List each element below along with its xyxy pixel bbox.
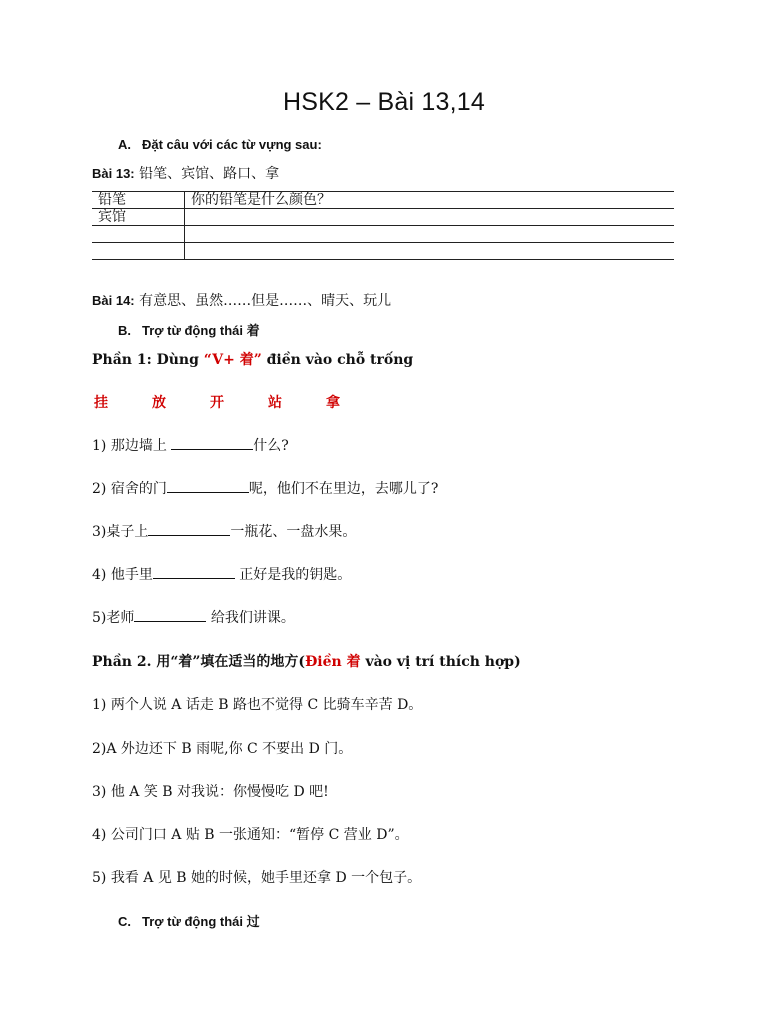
part2-item: 1) 两个人说 A 话走 B 路也不觉得 C 比骑车辛苦 D。 — [92, 697, 423, 713]
vocab-table — [92, 191, 674, 260]
item-text: 什么? — [253, 438, 289, 454]
item-text: 一瓶花、一盘水果。 — [230, 524, 357, 540]
table-row — [92, 209, 674, 226]
part2-item: 2)A 外边还下 B 雨呢,你 C 不要出 D 门。 — [92, 741, 353, 757]
bai14-line — [92, 290, 391, 310]
part1-item — [92, 478, 438, 498]
item-text: 5)老师 — [92, 610, 135, 626]
section-c-heading — [118, 911, 260, 930]
item-text: 4) 他手里 — [92, 567, 153, 583]
part2-heading — [92, 651, 521, 671]
part2-prefix: Phần 2. 用“着”填在适当的地方( — [92, 654, 306, 670]
part1-item — [92, 564, 351, 584]
table-cell-sentence[interactable] — [185, 226, 675, 243]
bai14-words: 有意思、虽然……但是……、晴天、玩儿 — [134, 293, 392, 309]
section-c-label: Trợ từ động thái 过 — [142, 914, 260, 929]
answer-blank[interactable] — [153, 565, 235, 579]
section-c-letter: C. — [118, 914, 131, 929]
item-text: 给我们讲课。 — [206, 610, 295, 626]
part1-item — [92, 607, 295, 627]
section-a-label: Đặt câu với các từ vựng sau: — [142, 137, 322, 152]
item-text: 2) 宿舍的门 — [92, 481, 167, 497]
part2-item: 4) 公司门口 A 贴 B 一张通知：“暂停 C 营业 D”。 — [92, 827, 409, 843]
verb-item: 拿 — [326, 395, 340, 411]
table-cell-word[interactable]: 铅笔 — [92, 192, 185, 209]
table-cell-sentence[interactable] — [185, 209, 675, 226]
table-row — [92, 243, 674, 260]
part2-highlight: Điền 着 — [305, 654, 361, 670]
verb-item: 开 — [210, 395, 224, 411]
answer-blank[interactable] — [134, 608, 206, 622]
table-row — [92, 226, 674, 243]
verb-item: 挂 — [94, 395, 108, 411]
part1-prefix: Phần 1: Dùng — [92, 352, 204, 368]
part2-suffix: vào vị trí thích hợp) — [360, 654, 521, 670]
bai14-label: Bài 14: — [92, 293, 135, 308]
answer-blank[interactable] — [171, 436, 253, 450]
section-b-letter: B. — [118, 323, 131, 338]
part1-item — [92, 435, 289, 455]
section-b-heading — [118, 320, 260, 339]
part1-suffix: điền vào chỗ trống — [261, 352, 414, 368]
answer-blank[interactable] — [148, 522, 230, 536]
item-text: 1) 那边墙上 — [92, 438, 172, 454]
bai13-words: 铅笔、宾馆、路口、拿 — [134, 166, 280, 182]
answer-blank[interactable] — [167, 479, 249, 493]
table-cell-word[interactable] — [92, 226, 185, 243]
item-text: 呢，他们不在里边，去哪儿了? — [248, 481, 439, 497]
section-a-heading — [118, 137, 322, 152]
table-cell-sentence[interactable]: 你的铅笔是什么颜色？ — [185, 192, 675, 209]
bai13-line — [92, 163, 279, 183]
item-text: 3)桌子上 — [92, 524, 149, 540]
table-cell-sentence[interactable] — [185, 243, 675, 260]
part1-highlight: “V+ 着” — [203, 352, 262, 368]
part2-item: 3) 他 A 笑 B 对我说：你慢慢吃 D 吧! — [92, 784, 329, 800]
page-title: HSK2 – Bài 13,14 — [283, 88, 485, 116]
part1-heading — [92, 349, 413, 369]
verb-item: 站 — [268, 395, 282, 411]
table-cell-word[interactable] — [92, 243, 185, 260]
verb-item: 放 — [152, 395, 166, 411]
part2-item: 5) 我看 A 见 B 她的时候，她手里还拿 D 一个包子。 — [92, 870, 422, 886]
item-text: 正好是我的钥匙。 — [234, 567, 352, 583]
table-cell-word[interactable]: 宾馆 — [92, 209, 185, 226]
verb-list — [94, 392, 384, 412]
part1-item — [92, 521, 356, 541]
table-row — [92, 192, 674, 209]
section-b-label: Trợ từ động thái 着 — [142, 323, 260, 338]
section-a-letter: A. — [118, 137, 131, 152]
bai13-label: Bài 13: — [92, 166, 135, 181]
